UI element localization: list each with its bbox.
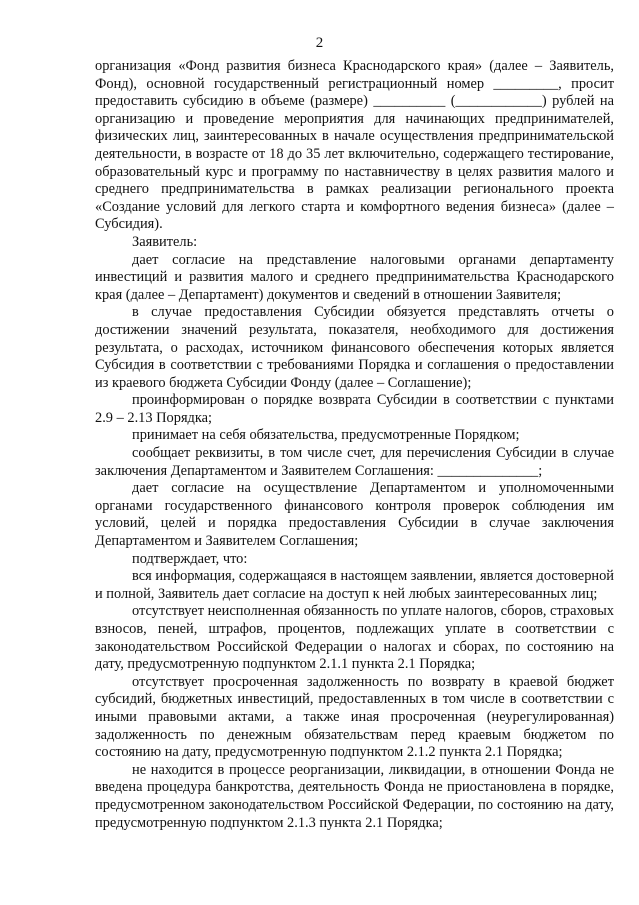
paragraph-applicant-heading: Заявитель: bbox=[132, 233, 198, 250]
paragraph-applicant-request: организация «Фонд развития бизнеса Краснодарского края» (далее – Заявитель, Фонд), основной государственный регистрационный номер _________, просит предоставить субсидию в объеме (размере) __________ (____________) рублей на организацию и проведение мероприятия для начинающих предпринимателей, физических лиц, заинтересованных в начале осуществления предпринимательской деятельности, в возрасте от 18 до 35 лет включительно, содержащего тестирование, образовательный курс и программу по наставничеству в целях развития малого и среднего предпринимательства в рамках реализации регионального проекта «Создание условий для легкого старта и комфортного ведения бизнеса» (далее – Субсидия). bbox=[95, 58, 614, 233]
paragraph-accepts-obligations: принимает на себя обязательства, предусмотренные Порядком; bbox=[132, 427, 520, 444]
document-body bbox=[95, 58, 614, 832]
paragraph-info-accuracy: вся информация, содержащаяся в настоящем заявлении, является достоверной и полной, Заявитель дает согласие на доступ к ней любых заинтересованных лиц; bbox=[95, 568, 614, 602]
paragraph-no-reorganization: не находится в процессе реорганизации, ликвидации, в отношении Фонда не введена процедура банкротства, деятельность Фонда не приостановлена в порядке, предусмотренном законодательством Российской Федерации, по состоянию на дату, предусмотренную подпунктом 2.1.3 пункта 2.1 Порядка; bbox=[95, 761, 614, 831]
page-number: 2 bbox=[315, 35, 324, 51]
paragraph-no-tax-debt: отсутствует неисполненная обязанность по уплате налогов, сборов, страховых взносов, пеней, штрафов, процентов, подлежащих уплате в соответствии с законодательством Российской Федерации о налогах и сборах, по состоянию на дату, предусмотренную подпунктом 2.1.1 пункта 2.1 Порядка; bbox=[95, 603, 614, 673]
paragraph-confirms-heading: подтверждает, что: bbox=[132, 550, 248, 567]
paragraph-reporting-obligation: в случае предоставления Субсидии обязуется представлять отчеты о достижении значений результата, показателя, необходимого для достижения результата, о расходах, источником финансового обеспечения которых является Субсидия в соответствии с требованиями Порядка и соглашения о предоставлении из краевого бюджета Субсидии Фонду (далее – Соглашение); bbox=[95, 304, 614, 391]
paragraph-refund-informed: проинформирован о порядке возврата Субсидии в соответствии с пунктами 2.9 – 2.13 Порядка; bbox=[95, 392, 614, 426]
paragraph-bank-details: сообщает реквизиты, в том числе счет, для перечисления Субсидии в случае заключения Департаментом и Заявителем Соглашения: ______________; bbox=[95, 445, 614, 479]
paragraph-consent-tax-data: дает согласие на представление налоговыми органами департаменту инвестиций и развития малого и среднего предпринимательства Краснодарского края (далее – Департамент) документов и сведений в отношении Заявителя; bbox=[95, 251, 614, 303]
paragraph-consent-audit: дает согласие на осуществление Департаментом и уполномоченными органами государственного финансового контроля проверок соблюдения им условий, целей и порядка предоставления Субсидии в случае заключения Департаментом и Заявителем Соглашения; bbox=[95, 480, 614, 550]
paragraph-no-budget-debt: отсутствует просроченная задолженность по возврату в краевой бюджет субсидий, бюджетных инвестиций, предоставленных в том числе в соответствии с иными правовыми актами, а также иная просроченная (неурегулированная) задолженность по денежным обязательствам перед краевым бюджетом по состоянию на дату, предусмотренную подпунктом 2.1.2 пункта 2.1 Порядка; bbox=[95, 673, 614, 761]
